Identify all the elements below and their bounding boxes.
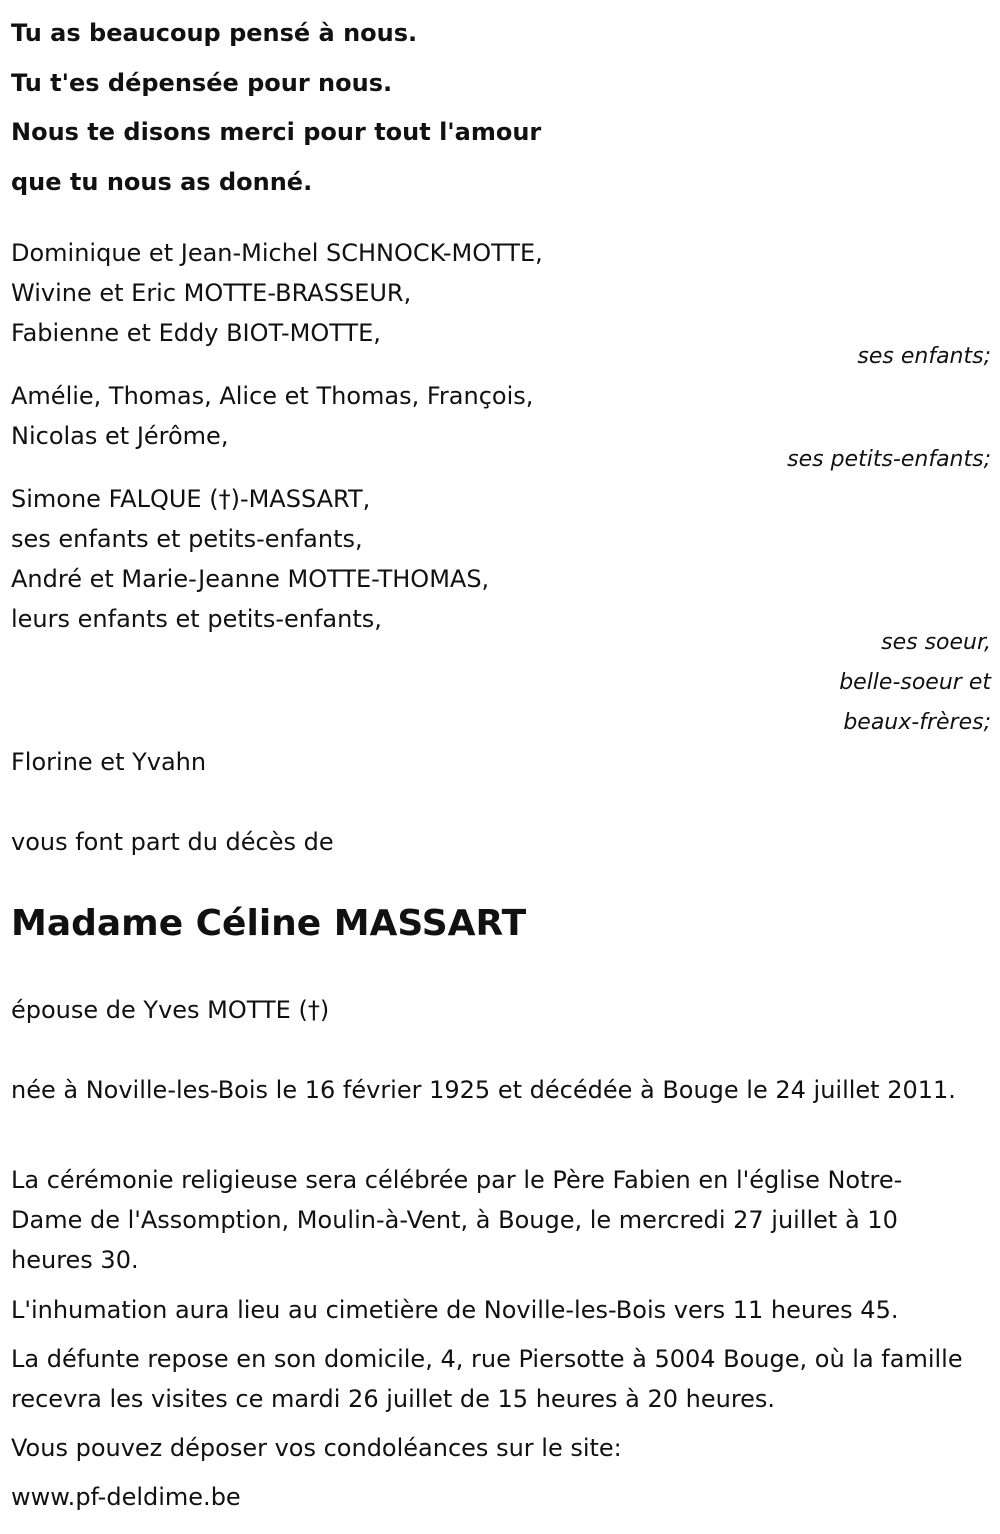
family-line: Dominique et Jean-Michel SCHNOCK-MOTTE, [11,239,543,267]
family-line: Wivine et Eric MOTTE-BRASSEUR, [11,279,412,307]
family-line: ses enfants et petits-enfants, [11,525,363,553]
announcement: vous font part du décès de [11,828,334,856]
poem-line: Tu t'es dépensée pour nous. [11,68,393,97]
children-block [11,233,991,353]
poem-line: Nous te disons merci pour tout l'amour [11,118,542,146]
siblings-block [11,479,991,639]
poem [11,0,991,207]
visits-paragraph: La défunte repose en son domicile, 4, rue Piersotte à 5004 Bouge, où la famille recevra les visites ce mardi 26 juillet de 15 heures à 20 heures. [11,1345,963,1413]
birth-death-paragraph: née à Noville-les-Bois le 16 février 1925 et décédée à Bouge le 24 juillet 2011. [11,1076,956,1104]
spouse-line: épouse de Yves MOTTE (†) [11,996,330,1024]
family-line: Simone FALQUE (†)-MASSART, [11,485,371,513]
website-link[interactable]: www.pf-deldime.be [11,1483,241,1511]
others-line: Florine et Yvahn [11,748,207,776]
condolences-paragraph: Vous pouvez déposer vos condoléances sur le site: [11,1434,622,1462]
family-line: Nicolas et Jérôme, [11,422,229,450]
role-siblings [11,623,991,743]
role-line: ses soeur, [881,630,991,655]
obituary-notice [11,0,991,1511]
role-grandchildren: ses petits-enfants; [787,447,991,472]
family-line: leurs enfants et petits-enfants, [11,605,382,633]
role-children: ses enfants; [857,344,991,369]
ceremony-paragraph: La cérémonie religieuse sera célébrée par le Père Fabien en l'église Notre-Dame de l'Assomption, Moulin-à-Vent, à Bouge, le mercredi 27 juillet à 10 heures 30. [11,1166,903,1274]
role-line: beaux-frères; [843,710,991,735]
role-line: belle-soeur et [839,670,991,695]
burial-paragraph: L'inhumation aura lieu au cimetière de Noville-les-Bois vers 11 heures 45. [11,1296,899,1324]
family-line: André et Marie-Jeanne MOTTE-THOMAS, [11,565,490,593]
poem-line: Tu as beaucoup pensé à nous. [11,19,418,47]
deceased-name: Madame Céline MASSART [11,903,527,944]
poem-line: que tu nous as donné. [11,167,313,196]
family-line: Amélie, Thomas, Alice et Thomas, François, [11,382,534,410]
family-line: Fabienne et Eddy BIOT-MOTTE, [11,319,381,347]
